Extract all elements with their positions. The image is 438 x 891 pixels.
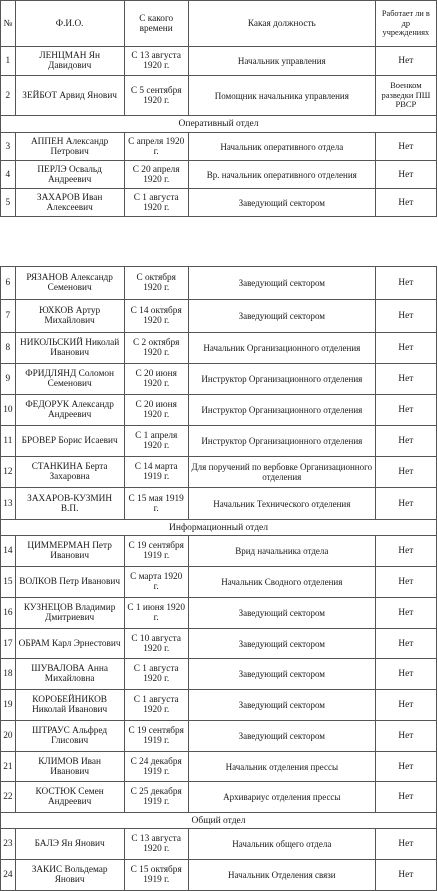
- row-number: 11: [1, 426, 16, 457]
- row-name: КОСТЮК Семен Андреевич: [15, 782, 124, 813]
- row-position: Начальник Отделения связи: [188, 860, 375, 891]
- row-name: ФЕДОРУК Александр Андреевич: [15, 395, 124, 426]
- row-name: СТАНКИНА Берта Захаровна: [15, 457, 124, 488]
- row-number: 1: [1, 47, 16, 76]
- table-row: [1, 690, 437, 721]
- row-other-work: Нет: [375, 161, 436, 189]
- row-since: С 10 августа 1920 г.: [124, 629, 188, 659]
- section-row-operative: [1, 116, 437, 133]
- row-other-work: Нет: [375, 598, 436, 629]
- row-name: АППЕН Александр Петрович: [15, 133, 124, 161]
- row-since: С 20 июня 1920 г.: [124, 395, 188, 426]
- row-number: 23: [1, 829, 16, 860]
- row-position: Заведующий сектором: [188, 267, 375, 300]
- row-since: С октября 1920 г.: [124, 267, 188, 300]
- row-number: 7: [1, 300, 16, 333]
- section-title: Оперативный отдел: [1, 116, 437, 133]
- header-number: №: [1, 1, 16, 47]
- row-since: С 2 октября 1920 г.: [124, 333, 188, 364]
- table-row: [1, 76, 437, 116]
- row-position: Инструктор Организационного отделения: [188, 395, 375, 426]
- row-name: КУЗНЕЦОВ Владимир Дмитриевич: [15, 598, 124, 629]
- table-row: [1, 721, 437, 752]
- row-position: Заведующий сектором: [188, 659, 375, 690]
- row-other-work: Нет: [375, 426, 436, 457]
- row-name: ШТРАУС Альфред Глисович: [15, 721, 124, 752]
- table-row: [1, 395, 437, 426]
- personnel-table-part-1: [0, 0, 437, 217]
- row-number: 19: [1, 690, 16, 721]
- row-number: 5: [1, 189, 16, 217]
- row-position: Начальник Технического отделения: [188, 488, 375, 520]
- row-position: Заведующий сектором: [188, 300, 375, 333]
- row-number: 3: [1, 133, 16, 161]
- row-number: 4: [1, 161, 16, 189]
- row-other-work: Нет: [375, 659, 436, 690]
- row-position: Для поручений по вербовке Организационного отделения: [188, 457, 375, 488]
- row-number: 2: [1, 76, 16, 116]
- row-position: Заведующий сектором: [188, 629, 375, 659]
- row-since: С 5 сентября 1920 г.: [124, 76, 188, 116]
- table-header-row: [1, 1, 437, 47]
- row-position: Врид начальника отдела: [188, 536, 375, 567]
- table-row: [1, 133, 437, 161]
- row-position: Архивариус отделения прессы: [188, 782, 375, 813]
- row-number: 18: [1, 659, 16, 690]
- table-row: [1, 457, 437, 488]
- row-other-work: Нет: [375, 782, 436, 813]
- row-other-work: Нет: [375, 133, 436, 161]
- row-number: 16: [1, 598, 16, 629]
- table-row: [1, 333, 437, 364]
- table-row: [1, 567, 437, 598]
- row-since: С 25 декабря 1919 г.: [124, 782, 188, 813]
- row-other-work: Нет: [375, 267, 436, 300]
- row-position: Вр. начальник оперативного отделения: [188, 161, 375, 189]
- row-position: Начальник Сводного отделения: [188, 567, 375, 598]
- row-other-work: Нет: [375, 860, 436, 891]
- row-name: ЗАКИС Вольдемар Янович: [15, 860, 124, 891]
- row-name: ЗЕЙБОТ Арвид Янович: [15, 76, 124, 116]
- row-since: С 15 мая 1919 г.: [124, 488, 188, 520]
- section-title: Общий отдел: [1, 813, 437, 829]
- row-number: 6: [1, 267, 16, 300]
- section-row-general: [1, 813, 437, 829]
- row-number: 20: [1, 721, 16, 752]
- row-since: С 13 августа 1920 г.: [124, 829, 188, 860]
- row-position: Заведующий сектором: [188, 598, 375, 629]
- row-since: С 1 августа 1920 г.: [124, 659, 188, 690]
- table-row: [1, 47, 437, 76]
- row-position: Заведующий сектором: [188, 721, 375, 752]
- section-title: Информационный отдел: [1, 520, 437, 536]
- table-row: [1, 629, 437, 659]
- row-since: С 1 августа 1920 г.: [124, 690, 188, 721]
- table-row: [1, 752, 437, 782]
- row-since: С 20 июня 1920 г.: [124, 364, 188, 395]
- row-position: Заведующий сектором: [188, 690, 375, 721]
- personnel-table-part-2: [0, 266, 437, 891]
- row-since: С 19 сентября 1919 г.: [124, 536, 188, 567]
- row-other-work: Нет: [375, 629, 436, 659]
- row-position: Начальник оперативного отдела: [188, 133, 375, 161]
- row-name: РЯЗАНОВ Александр Семенович: [15, 267, 124, 300]
- table-row: [1, 161, 437, 189]
- row-name: КЛИМОВ Иван Иванович: [15, 752, 124, 782]
- row-name: БРОВЕР Борис Исаевич: [15, 426, 124, 457]
- row-number: 14: [1, 536, 16, 567]
- row-other-work: Нет: [375, 488, 436, 520]
- row-name: ШУВАЛОВА Анна Михайловна: [15, 659, 124, 690]
- row-name: ОБРАМ Карл Эрнестович: [15, 629, 124, 659]
- row-number: 15: [1, 567, 16, 598]
- table-row: [1, 364, 437, 395]
- row-since: С 1 апреля 1920 г.: [124, 426, 188, 457]
- row-since: С 14 октября 1920 г.: [124, 300, 188, 333]
- row-position: Инструктор Организационного отделения: [188, 364, 375, 395]
- table-row: [1, 300, 437, 333]
- row-position: Заведующий сектором: [188, 189, 375, 217]
- row-number: 17: [1, 629, 16, 659]
- row-name: ФРИДЛЯНД Соломон Семенович: [15, 364, 124, 395]
- row-since: С 13 августа 1920 г.: [124, 47, 188, 76]
- header-position: Какая должность: [188, 1, 375, 47]
- header-other-work: Работает ли в др учреждениях: [375, 1, 436, 47]
- row-since: С 24 декабря 1919 г.: [124, 752, 188, 782]
- row-name: НИКОЛЬСКИЙ Николай Иванович: [15, 333, 124, 364]
- table-row: [1, 488, 437, 520]
- table-row: [1, 426, 437, 457]
- row-name: ЦИММЕРМАН Петр Иванович: [15, 536, 124, 567]
- row-number: 10: [1, 395, 16, 426]
- row-name: ЛЕНЦМАН Ян Давидович: [15, 47, 124, 76]
- row-other-work: Нет: [375, 395, 436, 426]
- row-other-work: Нет: [375, 752, 436, 782]
- row-other-work: Нет: [375, 364, 436, 395]
- row-position: Начальник Организационного отделения: [188, 333, 375, 364]
- row-position: Начальник отделения прессы: [188, 752, 375, 782]
- row-position: Помощник начальника управления: [188, 76, 375, 116]
- table-row: [1, 659, 437, 690]
- header-full-name: Ф.И.О.: [15, 1, 124, 47]
- row-name: БАЛЭ Ян Янович: [15, 829, 124, 860]
- row-since: С 15 октября 1919 г.: [124, 860, 188, 891]
- table-row: [1, 598, 437, 629]
- row-other-work: Нет: [375, 536, 436, 567]
- section-row-info: [1, 520, 437, 536]
- row-name: ЗАХАРОВ Иван Алексеевич: [15, 189, 124, 217]
- row-other-work: Военком разведки ПШ РВСР: [375, 76, 436, 116]
- row-number: 13: [1, 488, 16, 520]
- row-number: 9: [1, 364, 16, 395]
- row-since: С 20 апреля 1920 г.: [124, 161, 188, 189]
- row-other-work: Нет: [375, 457, 436, 488]
- row-number: 21: [1, 752, 16, 782]
- row-name: ВОЛКОВ Петр Иванович: [15, 567, 124, 598]
- row-number: 24: [1, 860, 16, 891]
- row-since: С 14 марта 1919 г.: [124, 457, 188, 488]
- row-name: ПЕРЛЭ Освальд Андреевич: [15, 161, 124, 189]
- row-other-work: Нет: [375, 721, 436, 752]
- row-number: 22: [1, 782, 16, 813]
- row-number: 12: [1, 457, 16, 488]
- row-since: С 1 августа 1920 г.: [124, 189, 188, 217]
- row-other-work: Нет: [375, 300, 436, 333]
- row-other-work: Нет: [375, 567, 436, 598]
- row-name: ЗАХАРОВ-КУЗМИН В.П.: [15, 488, 124, 520]
- row-name: ЮХКОВ Артур Михайлович: [15, 300, 124, 333]
- row-other-work: Нет: [375, 189, 436, 217]
- row-other-work: Нет: [375, 333, 436, 364]
- row-position: Начальник общего отдела: [188, 829, 375, 860]
- row-position: Инструктор Организационного отделения: [188, 426, 375, 457]
- row-other-work: Нет: [375, 690, 436, 721]
- table-row: [1, 782, 437, 813]
- row-other-work: Нет: [375, 829, 436, 860]
- table-row: [1, 829, 437, 860]
- row-position: Начальник управления: [188, 47, 375, 76]
- table-row: [1, 189, 437, 217]
- table-row: [1, 536, 437, 567]
- header-since: С какого времени: [124, 1, 188, 47]
- table-row: [1, 267, 437, 300]
- row-number: 8: [1, 333, 16, 364]
- row-name: КОРОБЕЙНИКОВ Николай Иванович: [15, 690, 124, 721]
- row-since: С марта 1920 г.: [124, 567, 188, 598]
- row-since: С 1 июня 1920 г.: [124, 598, 188, 629]
- row-since: С 19 сентября 1919 г.: [124, 721, 188, 752]
- row-other-work: Нет: [375, 47, 436, 76]
- row-since: С апреля 1920 г.: [124, 133, 188, 161]
